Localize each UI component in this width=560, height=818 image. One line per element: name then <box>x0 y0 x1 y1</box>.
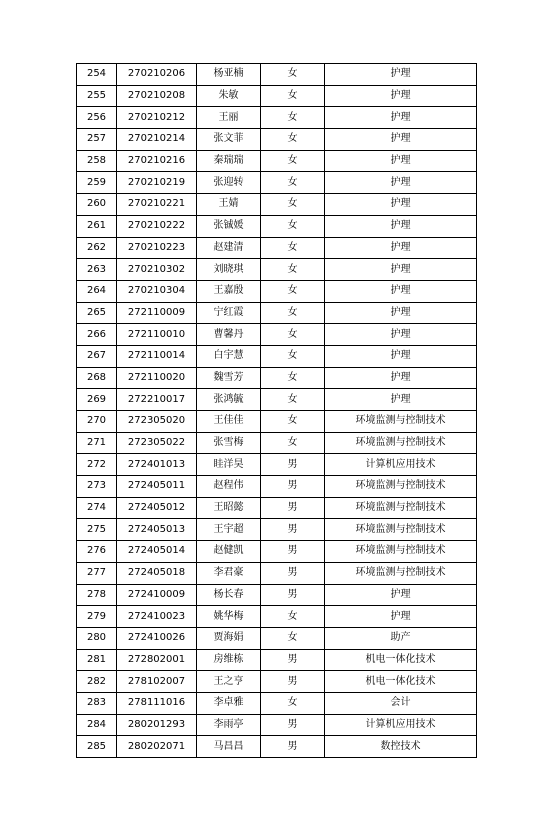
row-number-cell: 263 <box>77 259 117 281</box>
table-row <box>77 107 477 129</box>
gender-cell: 女 <box>261 215 325 237</box>
row-number-cell: 276 <box>77 541 117 563</box>
major-cell: 护理 <box>325 280 477 302</box>
row-number-cell: 270 <box>77 411 117 433</box>
student-id-cell: 270210216 <box>117 150 197 172</box>
row-number-cell: 256 <box>77 107 117 129</box>
student-id-cell: 272210017 <box>117 389 197 411</box>
student-name-cell: 张铖媛 <box>197 215 261 237</box>
major-cell: 环境监测与控制技术 <box>325 519 477 541</box>
student-name-cell: 赵建清 <box>197 237 261 259</box>
major-cell: 计算机应用技术 <box>325 454 477 476</box>
table-row <box>77 150 477 172</box>
student-name-cell: 刘晓琪 <box>197 259 261 281</box>
student-name-cell: 李君豪 <box>197 562 261 584</box>
gender-cell: 男 <box>261 519 325 541</box>
row-number-cell: 285 <box>77 736 117 758</box>
student-name-cell: 贾海娟 <box>197 627 261 649</box>
row-number-cell: 280 <box>77 627 117 649</box>
row-number-cell: 272 <box>77 454 117 476</box>
student-id-cell: 272405013 <box>117 519 197 541</box>
student-id-cell: 272305022 <box>117 432 197 454</box>
student-name-cell: 眭洋昊 <box>197 454 261 476</box>
student-id-cell: 270210206 <box>117 64 197 86</box>
major-cell: 护理 <box>325 324 477 346</box>
gender-cell: 男 <box>261 476 325 498</box>
student-id-cell: 272405012 <box>117 497 197 519</box>
table-row <box>77 714 477 736</box>
major-cell: 护理 <box>325 64 477 86</box>
student-name-cell: 张鸿毓 <box>197 389 261 411</box>
student-id-cell: 272410023 <box>117 606 197 628</box>
student-id-cell: 272401013 <box>117 454 197 476</box>
major-cell: 计算机应用技术 <box>325 714 477 736</box>
major-cell: 环境监测与控制技术 <box>325 411 477 433</box>
major-cell: 护理 <box>325 150 477 172</box>
gender-cell: 男 <box>261 497 325 519</box>
student-id-cell: 270210212 <box>117 107 197 129</box>
table-row <box>77 215 477 237</box>
row-number-cell: 268 <box>77 367 117 389</box>
row-number-cell: 277 <box>77 562 117 584</box>
gender-cell: 女 <box>261 172 325 194</box>
table-row <box>77 411 477 433</box>
student-name-cell: 姚华梅 <box>197 606 261 628</box>
gender-cell: 男 <box>261 584 325 606</box>
row-number-cell: 282 <box>77 671 117 693</box>
student-id-cell: 272405014 <box>117 541 197 563</box>
row-number-cell: 278 <box>77 584 117 606</box>
gender-cell: 男 <box>261 454 325 476</box>
major-cell: 护理 <box>325 606 477 628</box>
table-row <box>77 562 477 584</box>
major-cell: 护理 <box>325 345 477 367</box>
gender-cell: 女 <box>261 280 325 302</box>
table-row <box>77 584 477 606</box>
major-cell: 机电一体化技术 <box>325 649 477 671</box>
major-cell: 环境监测与控制技术 <box>325 562 477 584</box>
gender-cell: 女 <box>261 85 325 107</box>
gender-cell: 女 <box>261 345 325 367</box>
student-name-cell: 张文菲 <box>197 129 261 151</box>
student-id-cell: 272110020 <box>117 367 197 389</box>
major-cell: 护理 <box>325 129 477 151</box>
table-row <box>77 280 477 302</box>
student-id-cell: 272410026 <box>117 627 197 649</box>
student-id-cell: 270210302 <box>117 259 197 281</box>
student-name-cell: 张迎转 <box>197 172 261 194</box>
student-id-cell: 270210219 <box>117 172 197 194</box>
gender-cell: 女 <box>261 389 325 411</box>
student-id-cell: 270210214 <box>117 129 197 151</box>
row-number-cell: 273 <box>77 476 117 498</box>
row-number-cell: 259 <box>77 172 117 194</box>
row-number-cell: 258 <box>77 150 117 172</box>
student-name-cell: 房维栋 <box>197 649 261 671</box>
row-number-cell: 281 <box>77 649 117 671</box>
student-name-cell: 张雪梅 <box>197 432 261 454</box>
student-name-cell: 朱敏 <box>197 85 261 107</box>
student-name-cell: 王婧 <box>197 194 261 216</box>
gender-cell: 男 <box>261 562 325 584</box>
major-cell: 护理 <box>325 389 477 411</box>
gender-cell: 女 <box>261 150 325 172</box>
gender-cell: 女 <box>261 627 325 649</box>
table-row <box>77 172 477 194</box>
student-name-cell: 王宇超 <box>197 519 261 541</box>
major-cell: 护理 <box>325 194 477 216</box>
student-name-cell: 杨长春 <box>197 584 261 606</box>
table-row <box>77 649 477 671</box>
row-number-cell: 261 <box>77 215 117 237</box>
table-row <box>77 64 477 86</box>
student-id-cell: 272802001 <box>117 649 197 671</box>
gender-cell: 女 <box>261 324 325 346</box>
student-id-cell: 272110009 <box>117 302 197 324</box>
student-id-cell: 270210208 <box>117 85 197 107</box>
student-name-cell: 杨亚楠 <box>197 64 261 86</box>
student-id-cell: 272305020 <box>117 411 197 433</box>
student-name-cell: 王丽 <box>197 107 261 129</box>
student-id-cell: 272410009 <box>117 584 197 606</box>
student-name-cell: 秦瑞瑞 <box>197 150 261 172</box>
gender-cell: 女 <box>261 367 325 389</box>
table-row <box>77 129 477 151</box>
student-name-cell: 白宇慧 <box>197 345 261 367</box>
student-id-cell: 278111016 <box>117 692 197 714</box>
table-row <box>77 692 477 714</box>
student-id-cell: 270210222 <box>117 215 197 237</box>
table-row <box>77 541 477 563</box>
row-number-cell: 267 <box>77 345 117 367</box>
table-row <box>77 324 477 346</box>
gender-cell: 女 <box>261 237 325 259</box>
gender-cell: 男 <box>261 671 325 693</box>
row-number-cell: 274 <box>77 497 117 519</box>
table-row <box>77 671 477 693</box>
table-row <box>77 627 477 649</box>
table-row <box>77 389 477 411</box>
major-cell: 机电一体化技术 <box>325 671 477 693</box>
student-id-cell: 280201293 <box>117 714 197 736</box>
major-cell: 环境监测与控制技术 <box>325 541 477 563</box>
gender-cell: 男 <box>261 649 325 671</box>
gender-cell: 男 <box>261 714 325 736</box>
gender-cell: 女 <box>261 606 325 628</box>
major-cell: 护理 <box>325 107 477 129</box>
gender-cell: 女 <box>261 432 325 454</box>
gender-cell: 女 <box>261 411 325 433</box>
major-cell: 数控技术 <box>325 736 477 758</box>
major-cell: 护理 <box>325 302 477 324</box>
table-row <box>77 302 477 324</box>
row-number-cell: 262 <box>77 237 117 259</box>
gender-cell: 男 <box>261 736 325 758</box>
roster-table-body <box>77 64 477 758</box>
major-cell: 护理 <box>325 367 477 389</box>
student-id-cell: 272405011 <box>117 476 197 498</box>
student-id-cell: 272405018 <box>117 562 197 584</box>
gender-cell: 女 <box>261 692 325 714</box>
major-cell: 护理 <box>325 215 477 237</box>
student-name-cell: 魏雪芳 <box>197 367 261 389</box>
row-number-cell: 283 <box>77 692 117 714</box>
gender-cell: 女 <box>261 259 325 281</box>
student-name-cell: 宁红霞 <box>197 302 261 324</box>
student-name-cell: 赵程伟 <box>197 476 261 498</box>
student-name-cell: 王昭懿 <box>197 497 261 519</box>
student-roster-table <box>76 63 477 758</box>
major-cell: 会计 <box>325 692 477 714</box>
gender-cell: 女 <box>261 107 325 129</box>
major-cell: 护理 <box>325 584 477 606</box>
row-number-cell: 260 <box>77 194 117 216</box>
table-row <box>77 345 477 367</box>
row-number-cell: 254 <box>77 64 117 86</box>
student-name-cell: 王佳佳 <box>197 411 261 433</box>
student-id-cell: 272110010 <box>117 324 197 346</box>
gender-cell: 女 <box>261 302 325 324</box>
table-row <box>77 85 477 107</box>
row-number-cell: 266 <box>77 324 117 346</box>
student-id-cell: 270210223 <box>117 237 197 259</box>
student-name-cell: 曹馨丹 <box>197 324 261 346</box>
major-cell: 助产 <box>325 627 477 649</box>
student-name-cell: 王之亨 <box>197 671 261 693</box>
row-number-cell: 279 <box>77 606 117 628</box>
row-number-cell: 271 <box>77 432 117 454</box>
table-row <box>77 736 477 758</box>
gender-cell: 男 <box>261 541 325 563</box>
student-name-cell: 李卓雅 <box>197 692 261 714</box>
gender-cell: 女 <box>261 64 325 86</box>
row-number-cell: 275 <box>77 519 117 541</box>
major-cell: 环境监测与控制技术 <box>325 497 477 519</box>
gender-cell: 女 <box>261 194 325 216</box>
student-id-cell: 272110014 <box>117 345 197 367</box>
table-row <box>77 237 477 259</box>
row-number-cell: 257 <box>77 129 117 151</box>
major-cell: 环境监测与控制技术 <box>325 432 477 454</box>
student-name-cell: 李雨亭 <box>197 714 261 736</box>
student-id-cell: 278102007 <box>117 671 197 693</box>
row-number-cell: 255 <box>77 85 117 107</box>
table-row <box>77 432 477 454</box>
student-name-cell: 赵健凯 <box>197 541 261 563</box>
table-row <box>77 497 477 519</box>
row-number-cell: 265 <box>77 302 117 324</box>
row-number-cell: 264 <box>77 280 117 302</box>
table-row <box>77 454 477 476</box>
major-cell: 护理 <box>325 85 477 107</box>
table-row <box>77 259 477 281</box>
student-id-cell: 270210221 <box>117 194 197 216</box>
table-row <box>77 367 477 389</box>
gender-cell: 女 <box>261 129 325 151</box>
student-name-cell: 王嘉殷 <box>197 280 261 302</box>
student-id-cell: 270210304 <box>117 280 197 302</box>
row-number-cell: 284 <box>77 714 117 736</box>
student-id-cell: 280202071 <box>117 736 197 758</box>
major-cell: 护理 <box>325 172 477 194</box>
table-row <box>77 606 477 628</box>
major-cell: 护理 <box>325 259 477 281</box>
row-number-cell: 269 <box>77 389 117 411</box>
major-cell: 环境监测与控制技术 <box>325 476 477 498</box>
table-row <box>77 194 477 216</box>
major-cell: 护理 <box>325 237 477 259</box>
table-row <box>77 519 477 541</box>
table-row <box>77 476 477 498</box>
student-name-cell: 马昌昌 <box>197 736 261 758</box>
